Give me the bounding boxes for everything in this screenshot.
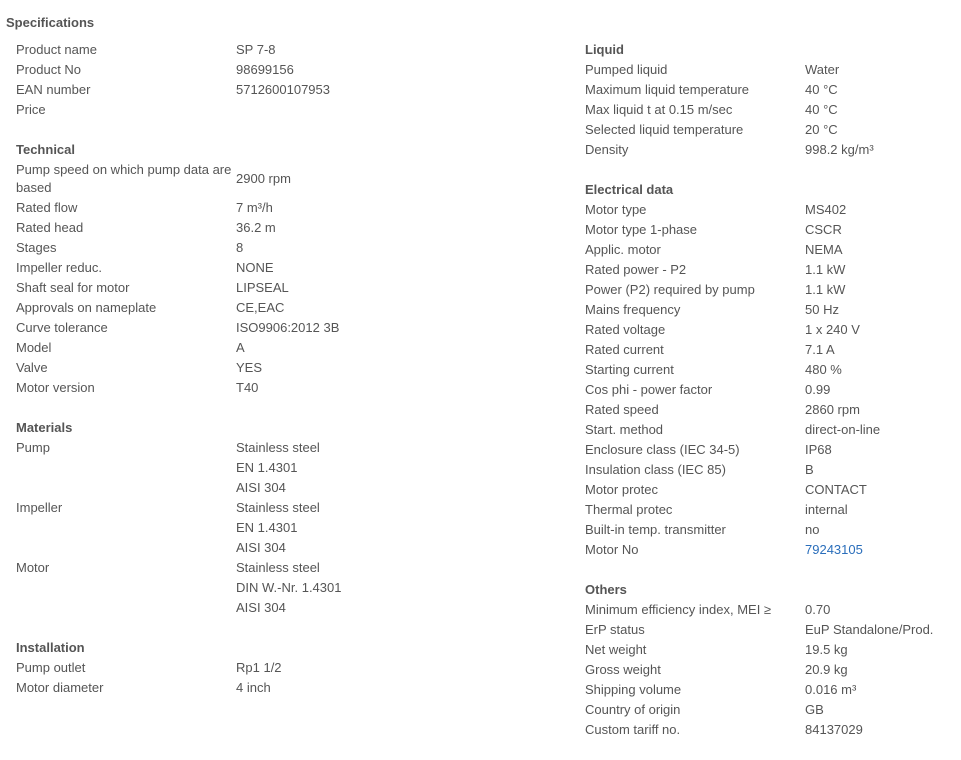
spec-label: Impeller reduc. bbox=[16, 260, 102, 275]
spec-value-line: 2860 rpm bbox=[805, 402, 860, 417]
spec-label: Pumped liquid bbox=[585, 62, 668, 77]
spec-value-line: 40 °C bbox=[805, 102, 838, 117]
spec-value-line: AISI 304 bbox=[236, 540, 286, 555]
spec-value-line: 84137029 bbox=[805, 722, 863, 737]
spec-row-thermal-protec bbox=[585, 500, 955, 520]
electrical-data-section bbox=[585, 180, 955, 560]
spec-value bbox=[805, 260, 845, 280]
spec-row-approvals-on-nameplate bbox=[16, 298, 576, 318]
spec-value bbox=[805, 60, 839, 80]
spec-value bbox=[236, 278, 289, 298]
general-section bbox=[16, 40, 576, 120]
spec-value-line: ISO9906:2012 3B bbox=[236, 320, 340, 335]
spec-label: Motor type 1-phase bbox=[585, 222, 698, 237]
spec-label: ErP status bbox=[585, 622, 645, 637]
spec-value bbox=[236, 558, 341, 618]
spec-value bbox=[805, 420, 880, 440]
spec-row-shipping-volume bbox=[585, 680, 955, 700]
spec-label: Minimum efficiency index, MEI ≥ bbox=[585, 602, 772, 617]
liquid-section bbox=[585, 40, 955, 160]
spec-row-custom-tariff-no bbox=[585, 720, 955, 740]
spec-label: Stages bbox=[16, 240, 57, 255]
spec-row-start-method bbox=[585, 420, 955, 440]
spec-label: Rated current bbox=[585, 342, 664, 357]
spec-label: Shipping volume bbox=[585, 682, 682, 697]
spec-value bbox=[805, 340, 835, 360]
spec-value bbox=[236, 318, 339, 338]
spec-label: Valve bbox=[16, 360, 48, 375]
spec-value bbox=[805, 600, 830, 620]
spec-row-stages bbox=[16, 238, 576, 258]
spec-row-gross-weight bbox=[585, 660, 955, 680]
spec-label: Product name bbox=[16, 42, 97, 57]
spec-value bbox=[236, 298, 284, 318]
spec-label: Impeller bbox=[16, 500, 63, 515]
others-section bbox=[585, 580, 955, 740]
spec-value bbox=[236, 258, 274, 278]
spec-row-rated-current bbox=[585, 340, 955, 360]
spec-value bbox=[236, 358, 262, 378]
spec-value bbox=[805, 400, 860, 420]
spec-value-line: NEMA bbox=[805, 242, 843, 257]
spec-value-line: internal bbox=[805, 502, 848, 517]
spec-value-line: 5712600107953 bbox=[236, 82, 330, 97]
spec-row-price bbox=[16, 100, 576, 120]
spec-value-line: MS402 bbox=[805, 202, 847, 217]
spec-value bbox=[805, 660, 848, 680]
spec-label: Power (P2) required by pump bbox=[585, 282, 755, 297]
spec-value bbox=[805, 620, 933, 640]
spec-value-line: 50 Hz bbox=[805, 302, 839, 317]
spec-value-line: 0.016 m³ bbox=[805, 682, 857, 697]
spec-row-pump-outlet bbox=[16, 658, 576, 678]
spec-label: Max liquid t at 0.15 m/sec bbox=[585, 102, 733, 117]
spec-value-line: 0.70 bbox=[805, 602, 831, 617]
spec-value bbox=[805, 360, 842, 380]
spec-label: Applic. motor bbox=[585, 242, 661, 257]
spec-label: Insulation class (IEC 85) bbox=[585, 462, 726, 477]
spec-value-line: DIN W.-Nr. 1.4301 bbox=[236, 580, 342, 595]
spec-value bbox=[805, 220, 842, 240]
spec-value-line: NONE bbox=[236, 260, 274, 275]
spec-row-product-name bbox=[16, 40, 576, 60]
spec-value bbox=[236, 338, 245, 358]
spec-value-line: direct-on-line bbox=[805, 422, 881, 437]
spec-value-line: 8 bbox=[236, 240, 244, 255]
spec-row-rated-head bbox=[16, 218, 576, 238]
right-column bbox=[585, 40, 955, 760]
spec-value-line: 40 °C bbox=[805, 82, 838, 97]
spec-value-line: Stainless steel bbox=[236, 440, 320, 455]
spec-row-impeller bbox=[16, 498, 576, 558]
spec-label: Motor diameter bbox=[16, 680, 104, 695]
spec-value bbox=[236, 678, 271, 698]
spec-value bbox=[805, 280, 845, 300]
spec-value bbox=[805, 120, 838, 140]
spec-row-product-no bbox=[16, 60, 576, 80]
spec-row-ean-number bbox=[16, 80, 576, 100]
spec-value bbox=[805, 720, 863, 740]
spec-label: Rated head bbox=[16, 220, 84, 235]
spec-label: Starting current bbox=[585, 362, 674, 377]
spec-row-selected-liquid-temperature bbox=[585, 120, 955, 140]
spec-row-pump-speed-on-which-pump-data-are-based bbox=[16, 160, 576, 198]
spec-label: Shaft seal for motor bbox=[16, 280, 130, 295]
spec-label: Mains frequency bbox=[585, 302, 681, 317]
left-column bbox=[16, 40, 576, 718]
spec-label: Rated speed bbox=[585, 402, 659, 417]
spec-row-rated-power-p2 bbox=[585, 260, 955, 280]
spec-label: Rated voltage bbox=[585, 322, 666, 337]
spec-value bbox=[236, 658, 282, 678]
spec-value-line: 4 inch bbox=[236, 680, 271, 695]
spec-value-line: AISI 304 bbox=[236, 600, 286, 615]
spec-row-pump bbox=[16, 438, 576, 498]
spec-label: Net weight bbox=[585, 642, 647, 657]
section-title: Materials bbox=[16, 420, 73, 435]
spec-value-line: 7 m³/h bbox=[236, 200, 273, 215]
spec-label: Custom tariff no. bbox=[585, 722, 681, 737]
spec-value bbox=[236, 198, 273, 218]
spec-value-line: 2900 rpm bbox=[236, 171, 291, 186]
spec-label: Start. method bbox=[585, 422, 664, 437]
spec-value bbox=[805, 320, 860, 340]
spec-value bbox=[805, 300, 839, 320]
spec-row-built-in-temp-transmitter bbox=[585, 520, 955, 540]
spec-value-line: Water bbox=[805, 62, 840, 77]
spec-value-line: 998.2 kg/m³ bbox=[805, 142, 874, 157]
spec-row-rated-speed bbox=[585, 400, 955, 420]
spec-row-motor bbox=[16, 558, 576, 618]
spec-value bbox=[805, 100, 838, 120]
spec-value-line: 0.99 bbox=[805, 382, 831, 397]
spec-value bbox=[805, 380, 830, 400]
spec-value-line: CONTACT bbox=[805, 482, 867, 497]
spec-row-motor-type bbox=[585, 200, 955, 220]
spec-value-line: CSCR bbox=[805, 222, 842, 237]
spec-value-line: EN 1.4301 bbox=[236, 460, 298, 475]
spec-value-line: YES bbox=[236, 360, 263, 375]
spec-label: Pump speed on which pump data are based bbox=[16, 162, 232, 195]
page-title: Specifications bbox=[6, 15, 95, 30]
spec-value bbox=[236, 218, 276, 238]
spec-value-line: Stainless steel bbox=[236, 500, 320, 515]
spec-row-shaft-seal-for-motor bbox=[16, 278, 576, 298]
spec-value-line: 20 °C bbox=[805, 122, 838, 137]
spec-value-line: CE,EAC bbox=[236, 300, 285, 315]
spec-value bbox=[236, 498, 320, 558]
spec-row-maximum-liquid-temperature bbox=[585, 80, 955, 100]
spec-label: Product No bbox=[16, 62, 82, 77]
spec-value bbox=[805, 440, 832, 460]
section-title: Technical bbox=[16, 142, 76, 157]
spec-value-line: 1 x 240 V bbox=[805, 322, 860, 337]
spec-row-minimum-efficiency-index-mei bbox=[585, 600, 955, 620]
spec-value bbox=[805, 540, 863, 560]
spec-row-applic-motor bbox=[585, 240, 955, 260]
spec-label: Rated flow bbox=[16, 200, 78, 215]
spec-row-country-of-origin bbox=[585, 700, 955, 720]
spec-value-line: 19.5 kg bbox=[805, 642, 848, 657]
spec-label: Approvals on nameplate bbox=[16, 300, 157, 315]
spec-row-motor-version bbox=[16, 378, 576, 398]
spec-value-line: 20.9 kg bbox=[805, 662, 848, 677]
spec-value bbox=[236, 160, 291, 198]
spec-value bbox=[805, 200, 846, 220]
spec-value-line: 1.1 kW bbox=[805, 282, 846, 297]
spec-label: Maximum liquid temperature bbox=[585, 82, 750, 97]
spec-row-rated-flow bbox=[16, 198, 576, 218]
spec-row-valve bbox=[16, 358, 576, 378]
spec-label: Motor protec bbox=[585, 482, 658, 497]
spec-label: Motor type bbox=[585, 202, 647, 217]
spec-label: Cos phi - power factor bbox=[585, 382, 713, 397]
motor-no-link[interactable]: 79243105 bbox=[805, 542, 863, 557]
spec-row-power-p2-required-by-pump bbox=[585, 280, 955, 300]
spec-value-line: EuP Standalone/Prod. bbox=[805, 622, 934, 637]
spec-value-line: LIPSEAL bbox=[236, 280, 289, 295]
spec-value-line: 1.1 kW bbox=[805, 262, 846, 277]
spec-value bbox=[805, 520, 819, 540]
spec-value-line: T40 bbox=[236, 380, 259, 395]
spec-row-impeller-reduc bbox=[16, 258, 576, 278]
spec-label: Built-in temp. transmitter bbox=[585, 522, 726, 537]
spec-row-motor-type-1-phase bbox=[585, 220, 955, 240]
spec-label: Curve tolerance bbox=[16, 320, 108, 335]
spec-row-starting-current bbox=[585, 360, 955, 380]
spec-value-line: SP 7-8 bbox=[236, 42, 276, 57]
spec-value bbox=[805, 460, 814, 480]
spec-row-net-weight bbox=[585, 640, 955, 660]
spec-value bbox=[236, 40, 276, 60]
spec-value bbox=[805, 140, 874, 160]
spec-value-line: AISI 304 bbox=[236, 480, 286, 495]
installation-section bbox=[16, 638, 576, 698]
spec-row-motor-diameter bbox=[16, 678, 576, 698]
spec-value-line: A bbox=[236, 340, 245, 355]
spec-value-line: 480 % bbox=[805, 362, 842, 377]
spec-value-line: IP68 bbox=[805, 442, 832, 457]
spec-row-erp-status bbox=[585, 620, 955, 640]
spec-label: Price bbox=[16, 102, 46, 117]
spec-label: Pump outlet bbox=[16, 660, 86, 675]
section-title: Others bbox=[585, 582, 627, 597]
spec-value bbox=[805, 80, 838, 100]
spec-value-line: B bbox=[805, 462, 814, 477]
spec-value-line: EN 1.4301 bbox=[236, 520, 298, 535]
spec-label: Motor version bbox=[16, 380, 95, 395]
spec-value bbox=[805, 640, 848, 660]
spec-label: Enclosure class (IEC 34-5) bbox=[585, 442, 740, 457]
spec-row-enclosure-class-iec-34-5 bbox=[585, 440, 955, 460]
spec-label: EAN number bbox=[16, 82, 91, 97]
spec-row-max-liquid-t-at-0-15-m-sec bbox=[585, 100, 955, 120]
spec-row-insulation-class-iec-85 bbox=[585, 460, 955, 480]
spec-value bbox=[805, 700, 824, 720]
spec-value bbox=[236, 238, 243, 258]
spec-value bbox=[805, 500, 848, 520]
spec-label: Selected liquid temperature bbox=[585, 122, 744, 137]
spec-value bbox=[236, 378, 258, 398]
spec-row-density bbox=[585, 140, 955, 160]
spec-label: Thermal protec bbox=[585, 502, 673, 517]
spec-label: Rated power - P2 bbox=[585, 262, 687, 277]
spec-value-line: Rp1 1/2 bbox=[236, 660, 282, 675]
spec-row-motor-protec bbox=[585, 480, 955, 500]
spec-label: Pump bbox=[16, 440, 50, 455]
spec-label: Motor No bbox=[585, 542, 639, 557]
spec-value bbox=[236, 438, 320, 498]
section-title: Installation bbox=[16, 640, 85, 655]
spec-value-line: 98699156 bbox=[236, 62, 294, 77]
spec-row-curve-tolerance bbox=[16, 318, 576, 338]
spec-value-line: no bbox=[805, 522, 820, 537]
spec-label: Density bbox=[585, 142, 629, 157]
technical-section bbox=[16, 140, 576, 398]
spec-label: Model bbox=[16, 340, 52, 355]
spec-row-motor-no bbox=[585, 540, 955, 560]
spec-row-cos-phi-power-factor bbox=[585, 380, 955, 400]
spec-value-line: 36.2 m bbox=[236, 220, 276, 235]
spec-label: Country of origin bbox=[585, 702, 681, 717]
spec-value bbox=[236, 80, 330, 100]
spec-label: Motor bbox=[16, 560, 50, 575]
spec-value-line: GB bbox=[805, 702, 824, 717]
materials-section bbox=[16, 418, 576, 618]
spec-row-mains-frequency bbox=[585, 300, 955, 320]
spec-value bbox=[805, 240, 843, 260]
spec-value-line: Stainless steel bbox=[236, 560, 320, 575]
spec-value bbox=[805, 480, 867, 500]
spec-row-rated-voltage bbox=[585, 320, 955, 340]
spec-row-pumped-liquid bbox=[585, 60, 955, 80]
section-title: Electrical data bbox=[585, 182, 674, 197]
spec-value-line: 7.1 A bbox=[805, 342, 835, 357]
spec-row-model bbox=[16, 338, 576, 358]
spec-value bbox=[236, 60, 294, 80]
spec-label: Gross weight bbox=[585, 662, 661, 677]
section-title: Liquid bbox=[585, 42, 624, 57]
spec-value bbox=[805, 680, 856, 700]
